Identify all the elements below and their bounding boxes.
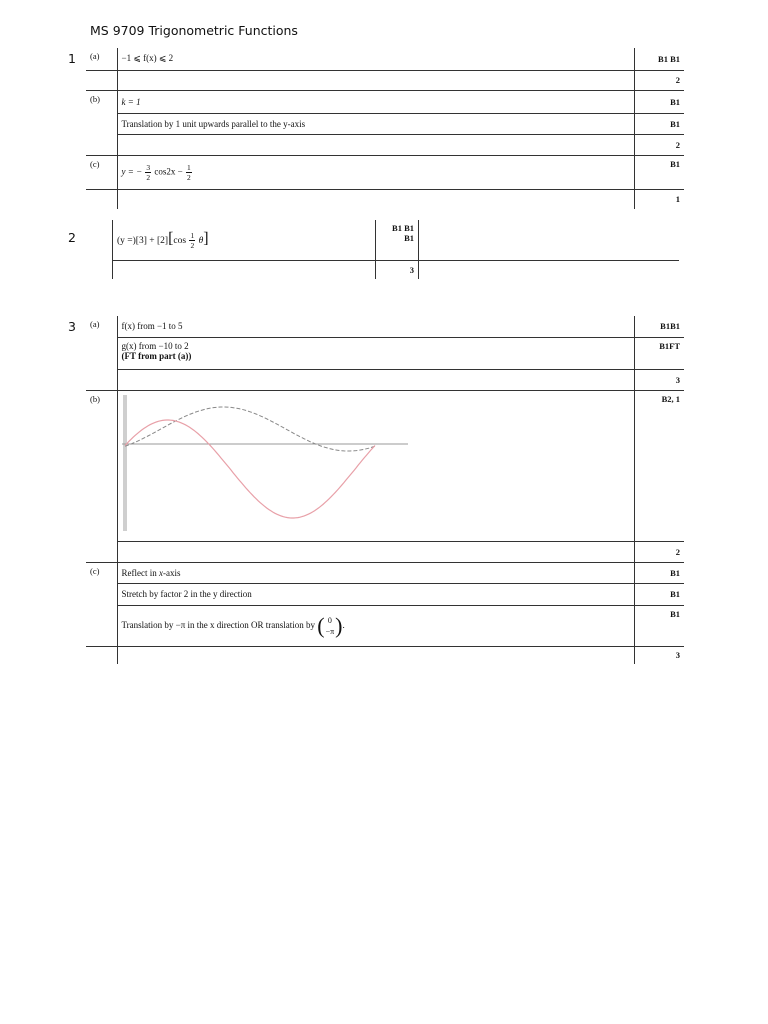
q1c-mark: B1 [634, 155, 684, 189]
q3c-answer-1: Reflect in x-axis [117, 562, 634, 583]
q3a-total-row [86, 369, 684, 390]
q1b-total: 2 [634, 134, 684, 155]
q3a-answer: f(x) from −1 to 5 [117, 316, 634, 337]
page-title: MS 9709 Trigonometric Functions [90, 23, 298, 38]
q1b-answer: k = 1 [117, 90, 634, 113]
q3b-row [86, 390, 684, 541]
q1a-answer: −1 ⩽ f(x) ⩽ 2 [117, 48, 634, 70]
q1a-total: 2 [634, 70, 684, 90]
q3-mark-table [86, 316, 684, 664]
q1c-answer: y = − $\frac{3}{2}$ cos2x − $\frac{1}{2}$ [117, 155, 634, 189]
q2-mark: B1 B1 B1 [376, 220, 419, 260]
q1b-label: (b) [86, 90, 117, 155]
q1c-total: 1 [634, 189, 684, 209]
q1b-mark-2: B1 [634, 113, 684, 134]
q1a-label: (a) [86, 48, 117, 70]
q1a-mark: B1 B1 [634, 48, 684, 70]
q3b-graph-cell [117, 390, 634, 541]
q3c-row [86, 562, 684, 583]
q3c-total: 3 [634, 646, 684, 664]
q3c-mark-3: B1 [634, 605, 684, 646]
q1b-total-row [86, 134, 684, 155]
q3c-row-2 [86, 583, 684, 605]
q3c-vector: 0 −π [325, 615, 335, 636]
q1b-row-2 [86, 113, 684, 134]
q2-answer: (y =)[3] + [2][cos $\frac{1}{2}$ θ] [113, 220, 376, 260]
q2-total: 3 [376, 260, 419, 279]
q3a-row-2 [86, 337, 684, 369]
q1b-mark: B1 [634, 90, 684, 113]
q1c-row [86, 155, 684, 189]
question-number-1: 1 [68, 51, 76, 66]
q3a-mark-2: B1FT [634, 337, 684, 369]
q3b-total: 2 [634, 541, 684, 562]
q3c-label: (c) [86, 562, 117, 646]
q3c-answer-3: Translation by −π in the x direction OR translation by ( 0 −π ). [117, 605, 634, 646]
q3a-label: (a) [90, 319, 100, 329]
q2-fraction: $\frac{1}{2}$ [190, 230, 195, 250]
q3a-answer-2: g(x) from −10 to 2 (FT from part (a)) [117, 337, 634, 369]
q2-mark-table [112, 220, 679, 279]
q3c-total-row [86, 646, 684, 664]
q1c-label: (c) [86, 155, 117, 189]
curve-g-solid [125, 420, 375, 518]
q1b-answer-2: Translation by 1 unit upwards parallel to the y-axis [117, 113, 634, 134]
q3b-mark: B2, 1 [634, 390, 684, 541]
q1c-fraction-1: $\frac{3}{2}$ [146, 162, 151, 182]
question-number-3: 3 [68, 319, 76, 334]
question-number-2: 2 [68, 230, 76, 245]
q3b-label: (b) [86, 390, 117, 562]
q1-mark-table [86, 48, 684, 209]
q3c-mark-2: B1 [634, 583, 684, 605]
q3b-total-row [86, 541, 684, 562]
q3a-row [86, 316, 684, 337]
q1a-total-row [86, 70, 684, 90]
q1c-fraction-2: $\frac{1}{2}$ [186, 162, 191, 182]
q3a-total: 3 [634, 369, 684, 390]
q2-row [113, 220, 679, 260]
q3c-mark-1: B1 [634, 562, 684, 583]
q1c-total-row [86, 189, 684, 209]
q3c-row-3 [86, 605, 684, 646]
q2-total-row [113, 260, 679, 279]
q3a-mark: B1B1 [634, 316, 684, 337]
q1a-row [86, 48, 684, 70]
q1b-row [86, 90, 684, 113]
q3c-answer-2: Stretch by factor 2 in the y direction [117, 583, 634, 605]
q3b-sketch-graph [118, 391, 408, 539]
